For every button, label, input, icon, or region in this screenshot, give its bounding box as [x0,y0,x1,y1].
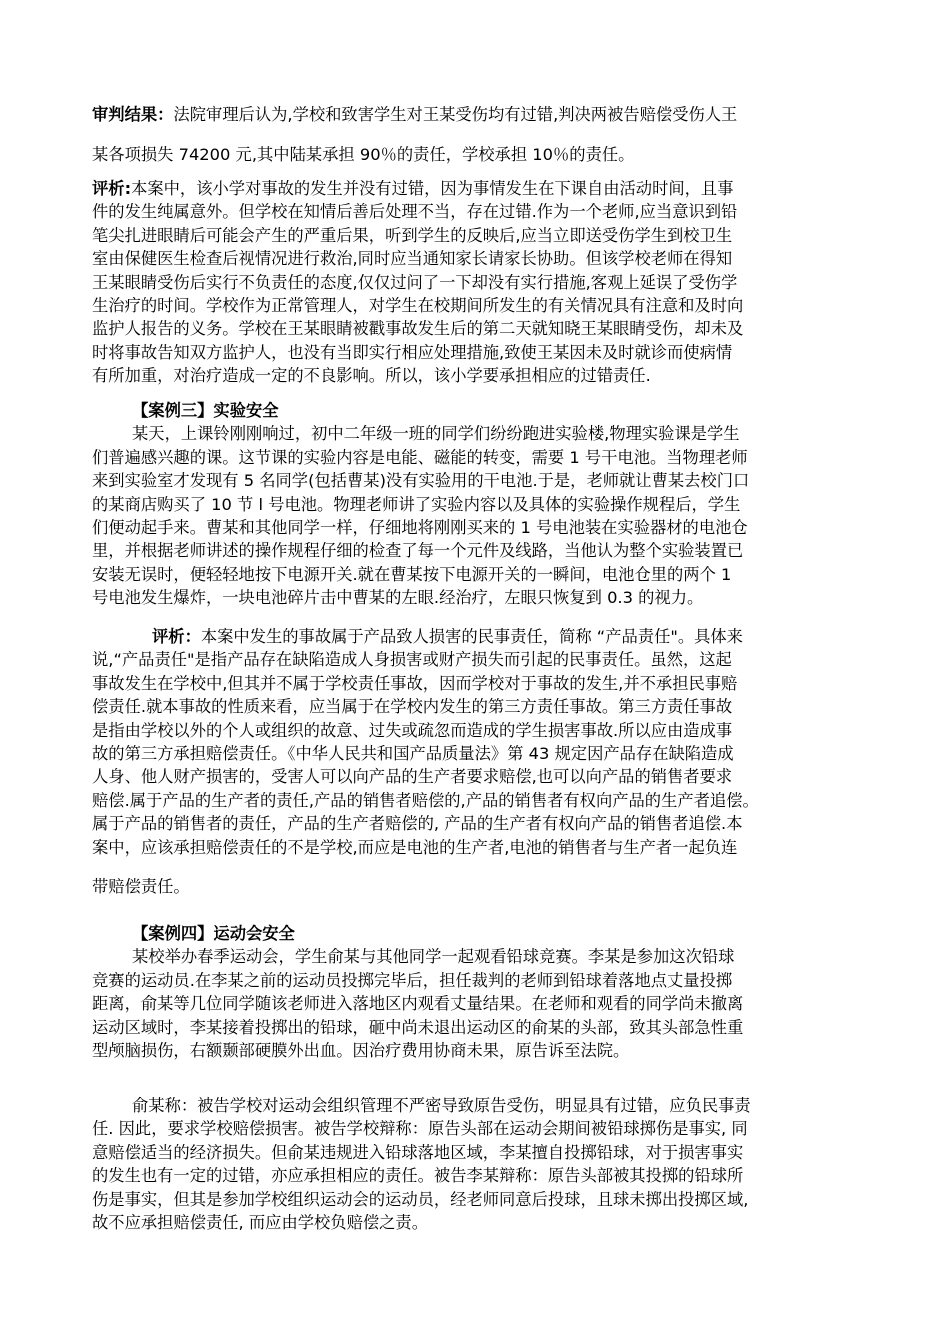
analysis-1-line: 王某眼睛受伤后实行不负责任的态度,仅仅过问了一下却没有实行措施,客观上延误了受伤学 [92,272,738,292]
claims-line: 俞某称：被告学校对运动会组织管理不严密导致原告受伤，明显具有过错，应负民事责 [132,1096,751,1115]
case-3-line: 号电池发生爆炸，一块电池碎片击中曹某的左眼.经治疗，左眼只恢复到 0.3 的视力。 [92,588,704,608]
case-4-section [92,922,872,1062]
verdict-line-1 [92,95,872,135]
claims-line: 的发生也有一定的过错，亦应承担相应的责任。被告李某辩称：原告头部被其投掷的铅球所 [92,1166,744,1186]
analysis-1-line: 室由保健医生检查后视情况进行救治,同时应当通知家长请家长协助。但该学校老师在得知 [92,249,733,269]
analysis-2-line: 是指由学校以外的个人或组织的故意、过失或疏忽而造成的学生损害事故.所以应由造成事 [92,720,733,740]
analysis-2-line: 故的第三方承担赔偿责任。《中华人民共和国产品质量法》第 43 规定因产品存在缺陷造成 [92,744,734,764]
analysis-1-line: 时将事故告知双方监护人，也没有当即实行相应处理措施,致使王某因未及时就诊而使病情 [92,342,733,362]
verdict-paragraph [92,95,872,175]
analysis-1-line: 笔尖扎进眼睛后可能会产生的严重后果，听到学生的反映后,应当立即送受伤学生到校卫生 [92,225,733,245]
analysis-2-last-line: 带赔偿责任。 [92,877,190,896]
analysis-2-line: 评析：本案中发生的事故属于产品致人损害的民事责任，简称 “产品责任"。具体来 [152,627,743,646]
verdict-label: 审判结果： [92,105,174,124]
analysis-2-line: 属于产品的销售者的责任，产品的生产者赔偿的, 产品的生产者有权向产品的销售者追偿.本 [92,814,743,834]
case-4-line: 竞赛的运动员.在李某之前的运动员投掷完毕后，担任裁判的老师到铅球着落地点丈量投掷 [92,970,733,990]
claims-line: 任. 因此，要求学校赔偿损害。被告学校辩称：原告头部在运动会期间被铅球掷伤是事实, 同 [92,1119,748,1139]
claims-line: 故不应承担赔偿责任, 而应由学校负赔偿之责。 [92,1213,428,1233]
case-3-line: 某天，上课铃刚刚响过，初中二年级一班的同学们纷纷跑进实验楼,物理实验课是学生 [132,424,740,444]
case-3-line: 里，并根据老师讲述的操作规程仔细的检查了每一个元件及线路，当他认为整个实验装置已 [92,541,744,561]
case-4-heading: 【案例四】运动会安全 [132,924,295,943]
case-3-line: 安装无误时，便轻轻地按下电源开关.就在曹某按下电源开关的一瞬间，电池仓里的两个 1 [92,564,732,584]
analysis-2-line: 赔偿.属于产品的生产者的责任,产品的销售者赔偿的,产品的销售者有权向产品的生产者追偿。 [92,790,759,810]
case-3-heading: 【案例三】实验安全 [132,401,279,420]
analysis-2-line: 案中，应该承担赔偿责任的不是学校,而应是电池的生产者,电池的销售者与生产者一起负连 [92,837,738,857]
case-3-line: 的某商店购买了 10 节 l 号电池。物理老师讲了实验内容以及具体的实验操作规程后，学生 [92,494,741,514]
analysis-2-label: 评析： [152,627,201,646]
analysis-2-line: 事故发生在学校中,但其并不属于学校责任事故，因而学校对于事故的发生,并不承担民事赔 [92,673,738,693]
case-4-line: 型颅脑损伤，右额颞部硬膜外出血。因治疗费用协商未果，原告诉至法院。 [92,1041,630,1061]
case-3-line: 们普遍感兴趣的课。这节课的实验内容是电能、磁能的转变，需要 1 号干电池。当物理老师 [92,447,748,467]
verdict-text-1: 法院审理后认为,学校和致害学生对王某受伤均有过错,判决两被告赔偿受伤人王 [173,105,738,124]
analysis-1-line: 生治疗的时间。学校作为正常管理人，对学生在校期间所发生的有关情况具有注意和及时向 [92,296,744,316]
analysis-1-line: 监护人报告的义务。学校在王某眼睛被戳事故发生后的第二天就知晓王某眼睛受伤，却未及 [92,319,744,339]
analysis-2-paragraph [92,625,872,859]
verdict-line-2: 某各项损失 74200 元,其中陆某承担 90％的责任，学校承担 10％的责任。 [92,145,635,164]
analysis-2-line: 偿责任.就本事故的性质来看，应当属于在学校内发生的第三方责任事故。第三方责任事故 [92,697,733,717]
analysis-1-line: 评析:本案中，该小学对事故的发生并没有过错，因为事情发生在下课自由活动时间，且事 [92,179,734,198]
analysis-1-line: 有所加重，对治疗造成一定的不良影响。所以，该小学要承担相应的过错责任. [92,366,651,386]
claims-line: 意赔偿适当的经济损失。但俞某违规进入铅球落地区域，李某擅自投掷铅球，对于损害事实 [92,1142,744,1162]
claims-line: 伤是事实，但其是参加学校组织运动会的运动员，经老师同意后投球，且球未掷出投掷区域, [92,1189,749,1209]
case-4-line: 某校举办春季运动会，学生俞某与其他同学一起观看铅球竞赛。李某是参加这次铅球 [132,947,735,967]
case-4-line: 距离，俞某等几位同学随该老师进入落地区内观看丈量结果。在老师和观看的同学尚未撤离 [92,994,744,1014]
claims-paragraph [92,1094,872,1234]
analysis-1-line: 件的发生纯属意外。但学校在知情后善后处理不当，存在过错.作为一个老师,应当意识到铅 [92,202,738,222]
case-3-section [92,399,872,610]
analysis-2-line: 说,“产品责任"是指产品存在缺陷造成人身损害或财产损失而引起的民事责任。虽然，这起 [92,650,732,670]
case-3-line: 们便动起手来。曹某和其他同学一样，仔细地将刚刚买来的 1 号电池装在实验器材的电池仓 [92,518,748,538]
analysis-1-paragraph [92,177,872,388]
analysis-2-line: 人身、他人财产损害的，受害人可以向产品的生产者要求赔偿,也可以向产品的销售者要求 [92,767,733,787]
case-4-line: 运动区域时，李某接着投掷出的铅球，砸中尚未退出运动区的俞某的头部，致其头部急性重 [92,1017,744,1037]
analysis-1-label: 评析: [92,179,132,198]
case-3-line: 来到实验室才发现有 5 名同学(包括曹某)没有实验用的干电池.于是，老师就让曹某去校门口 [92,471,750,491]
